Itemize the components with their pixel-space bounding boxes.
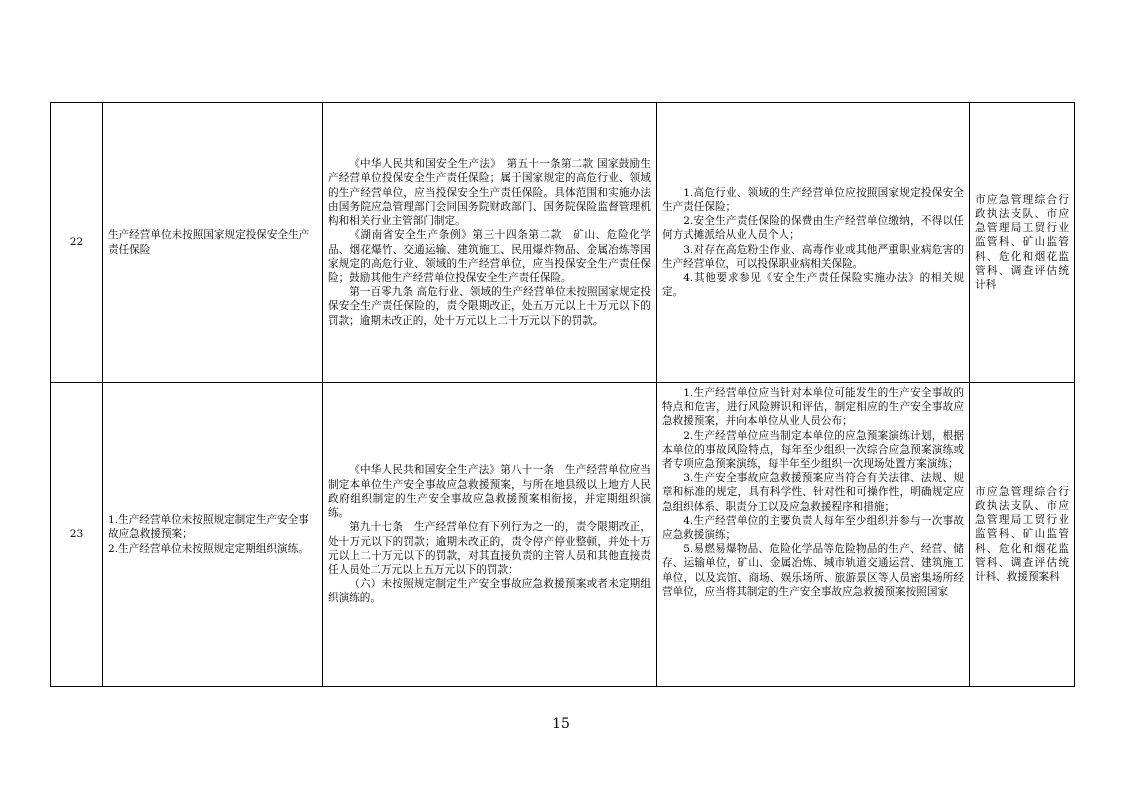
requirement-item: 2.生产经营单位应当制定本单位的应急预案演练计划，根据本单位的事故风险特点，每年至少组织一次综合应急预案演练或者专项应急预案演练，每半年至少组织一次现场处置方案演练；: [662, 429, 964, 471]
page-number: 15: [552, 716, 570, 732]
requirement-item: 3.生产安全事故应急救援预案应当符合有关法律、法规、规章和标准的规定，具有科学性、针对性和可操作性，明确规定应急组织体系、职责分工以及应急救援程序和措施；: [662, 472, 964, 513]
requirements: [657, 383, 970, 687]
table-row: [51, 103, 1075, 383]
requirement-item: 5.易燃易爆物品、危险化学品等危险物品的生产、经营、储存、运输单位，矿山、金属冶炼、城市轨道交通运营、建筑施工单位，以及宾馆、商场、娱乐场所、旅游景区等人员密集场所经营单位，应当将其制定的生产安全事故应急救援预案按照国家: [662, 543, 964, 598]
basis-paragraph: 《中华人民共和国安全生产法》第八十一条 生产经营单位应当制定本单位生产安全事故应急救援预案，与所在地县级以上地方人民政府组织制定的生产安全事故应急救援预案相衔接，并定期组织演练。: [328, 464, 651, 520]
legal-basis: [323, 103, 657, 383]
violation-text: 2.生产经营单位未按照规定定期组织演练。: [108, 542, 309, 555]
row-number: 22: [51, 103, 103, 383]
enforcement-table: [50, 102, 1075, 687]
basis-paragraph: 第九十七条 生产经营单位有下列行为之一的，责令限期改正，处十万元以下的罚款；逾期未改正的，责令停产停业整顿，并处十万元以上二十万元以下的罚款，对其直接负责的主管人员和其他直接责任人员处二万元以上五万元以下的罚款：: [328, 521, 651, 576]
basis-paragraph: 《湖南省安全生产条例》第三十四条第二款 矿山、危险化学品、烟花爆竹、交通运输、建筑施工、民用爆炸物品、金属冶炼等国家规定的高危行业、领域的生产经营单位，应当投保安全生产责任保险；鼓励其他生产经营单位投保安全生产责任保险。: [328, 229, 651, 284]
requirement-item: 1.生产经营单位应当针对本单位可能发生的生产安全事故的特点和危害，进行风险辨识和评估，制定相应的生产安全事故应急救援预案，并向本单位从业人员公布；: [662, 387, 964, 428]
violation-item: [103, 383, 323, 687]
requirement-item: 4.生产经营单位的主要负责人每年至少组织并参与一次事故应急救援演练；: [662, 514, 964, 542]
requirement-item: 4.其他要求参见《安全生产责任保险实施办法》的相关规定。: [662, 271, 964, 299]
responsible-department: 市应急管理综合行政执法支队、市应急管理局工贸行业监管科、矿山监管科、危化和烟花监管科、调查评估统计科: [970, 103, 1075, 383]
violation-text: 1.生产经营单位未按照规定制定生产安全事故应急救援预案；: [108, 514, 309, 541]
row-number: 23: [51, 383, 103, 687]
basis-paragraph: 《中华人民共和国安全生产法》 第五十一条第二款 国家鼓励生产经营单位投保安全生产责任保险；属于国家规定的高危行业、领域的生产经营单位，应当投保安全生产责任保险。具体范围和实施办法由国务院应急管理部门会同国务院财政部门、国务院保险监督管理机构和相关行业主管部门制定。: [328, 158, 651, 228]
basis-paragraph: 第一百零九条 高危行业、领域的生产经营单位未按照国家规定投保安全生产责任保险的，责令限期改正，处五万元以上十万元以下的罚款；逾期未改正的，处十万元以上二十万元以下的罚款。: [328, 286, 651, 327]
requirement-item: 1.高危行业、领域的生产经营单位应按照国家规定投保安全生产责任保险；: [662, 186, 964, 213]
violation-text: 生产经营单位未按照国家规定投保安全生产责任保险: [108, 229, 310, 256]
violation-item: [103, 103, 323, 383]
legal-basis: [323, 383, 657, 687]
requirement-item: 3.对存在高危粉尘作业、高毒作业或其他严重职业病危害的生产经营单位，可以投保职业病相关保险。: [662, 243, 964, 270]
requirement-item: 2.安全生产责任保险的保费由生产经营单位缴纳，不得以任何方式摊派给从业人员个人；: [662, 215, 964, 242]
requirements: [657, 103, 970, 383]
basis-paragraph: （六）未按照规定制定生产安全事故应急救援预案或者未定期组织演练的。: [328, 578, 651, 605]
table-row: [51, 383, 1075, 687]
responsible-department: 市应急管理综合行政执法支队、市应急管理局工贸行业监管科、矿山监管科、危化和烟花监管科、调查评估统计科、救援预案科: [970, 383, 1075, 687]
